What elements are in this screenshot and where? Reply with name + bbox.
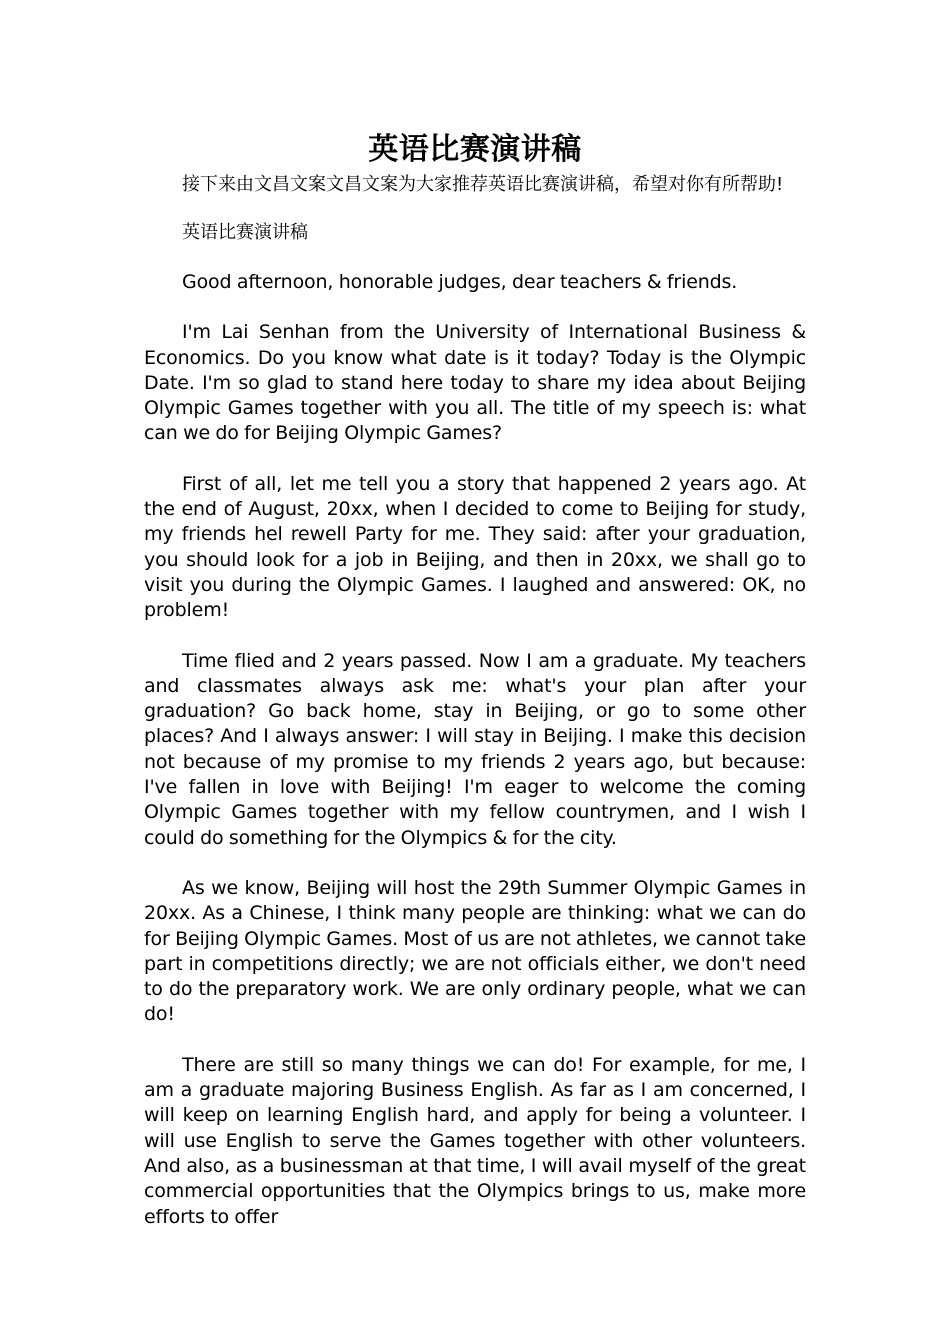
document-page [144,128,806,1255]
document-subtitle: 英语比赛演讲稿 [182,222,308,243]
intro-paragraph: 接下来由文昌文案文昌文案为大家推荐英语比赛演讲稿，希望对你有所帮助! [182,174,784,195]
body-paragraph: There are still so many things we can do! For example, for me, I am a graduate majoring Business English. As far as I am concerned, I will keep on learning English hard, and apply for being a volunteer. I will use English to serve the Games together with other volunteers. And also, as a businessman at that time, I will avail myself of the great commercial opportunities that the Olympics brings to us, make more efforts to offer [144,1053,806,1228]
greeting-paragraph: Good afternoon, honorable judges, dear teachers & friends. [182,271,738,293]
body-paragraph: First of all, let me tell you a story that happened 2 years ago. At the end of August, 20xx, when I decided to come to Beijing for study, my friends hel rewell Party for me. They said: after your graduation, you should look for a job in Beijing, and then in 20xx, we shall go to visit you during the Olympic Games. I laughed and answered: OK, no problem! [144,472,806,622]
document-title: 英语比赛演讲稿 [368,132,582,167]
body-paragraph: I'm Lai Senhan from the University of International Business & Economics. Do you know what date is it today? Today is the Olympic Date. I'm so glad to stand here today to share my idea about Beijing Olympic Games together with you all. The title of my speech is: what can we do for Beijing Olympic Games? [144,321,806,445]
body-paragraph: Time flied and 2 years passed. Now I am a graduate. My teachers and classmates always ask me: what's your plan after your graduation? Go back home, stay in Beijing, or go to some other places? And I always answer: I will stay in Beijing. I make this decision not because of my promise to my friends 2 years ago, but because: I've fallen in love with Beijing! I'm eager to welcome the coming Olympic Games together with my fellow countrymen, and I wish I could do something for the Olympics & for the city. [144,649,806,849]
body-paragraph: As we know, Beijing will host the 29th Summer Olympic Games in 20xx. As a Chinese, I think many people are thinking: what we can do for Beijing Olympic Games. Most of us are not athletes, we cannot take part in competitions directly; we are not officials either, we don't need to do the preparatory work. We are only ordinary people, what we can do! [144,876,806,1026]
